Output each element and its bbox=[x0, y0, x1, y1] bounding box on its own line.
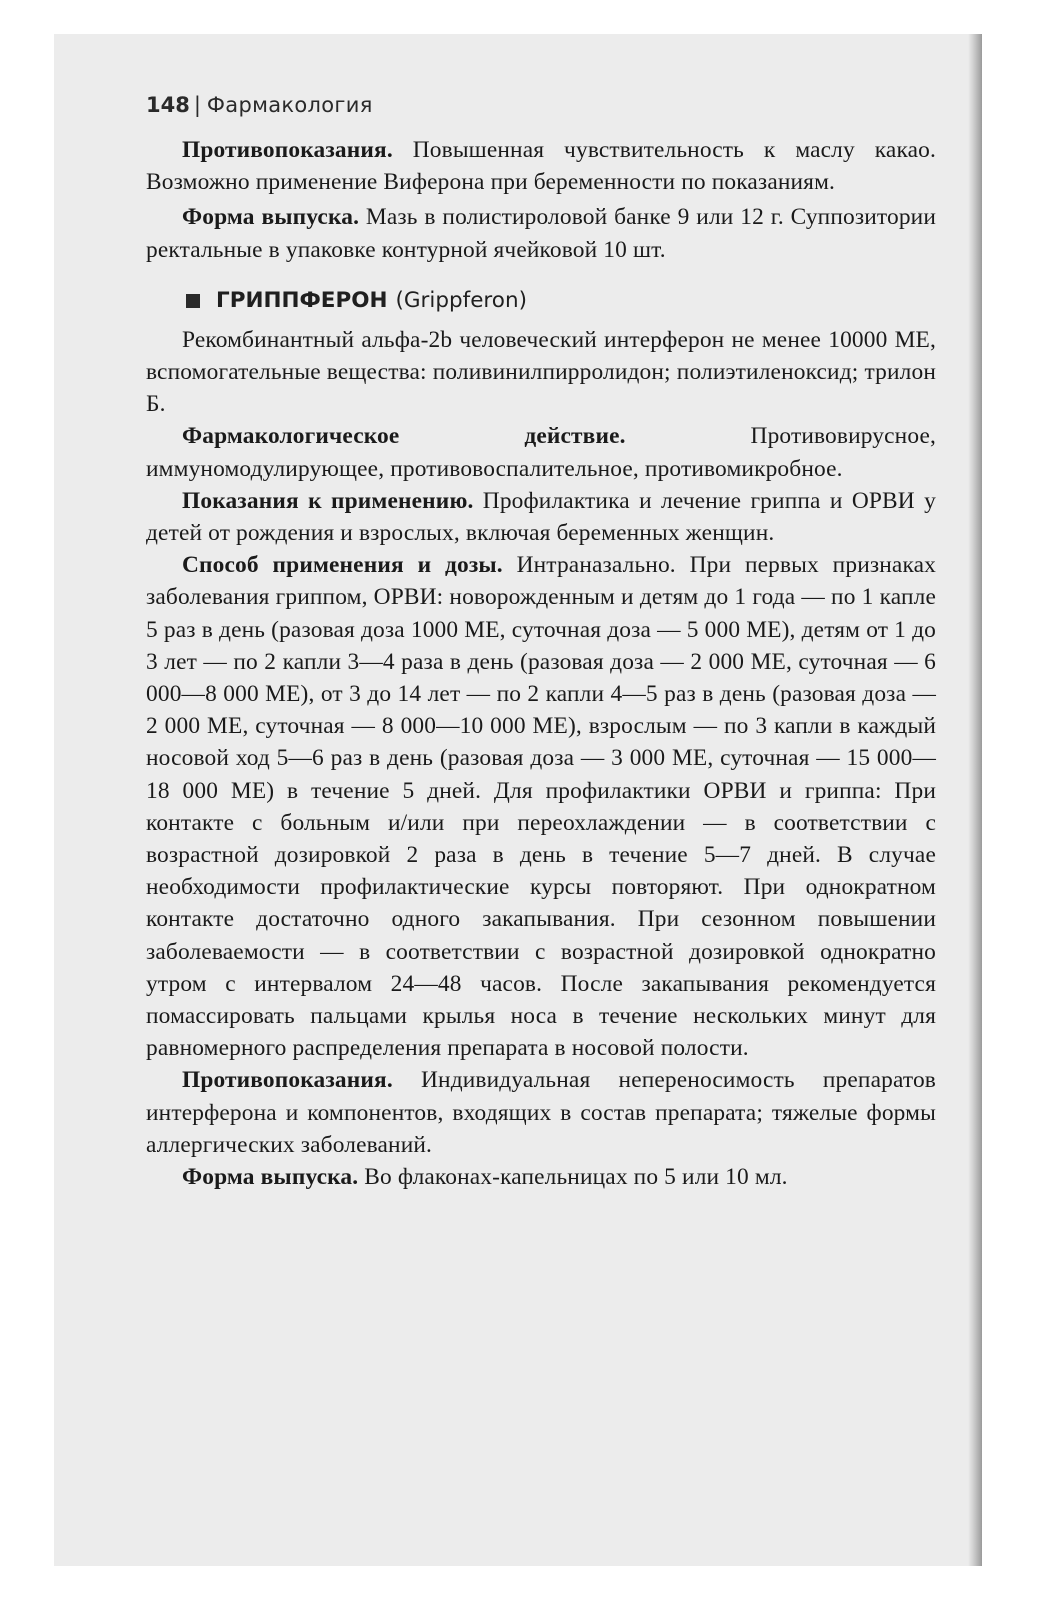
section-label: Форма выпуска. bbox=[182, 204, 360, 231]
section-text: Во флаконах-капельницах по 5 или 10 мл. bbox=[358, 1164, 788, 1191]
section-label: Способ применения и дозы. bbox=[182, 552, 503, 579]
grippferon-dosage bbox=[146, 549, 936, 1064]
page-number: 148 bbox=[146, 93, 190, 117]
running-head-separator: | bbox=[193, 93, 201, 117]
grippferon-release-form bbox=[146, 1161, 936, 1193]
page-content bbox=[146, 90, 936, 1193]
viferon-contraindications bbox=[146, 134, 936, 198]
drug-name: ГРИППФЕРОН bbox=[216, 288, 388, 314]
section-text: Рекомбинантный альфа-2b человеческий интерферон не менее 10000 МЕ, вспомогательные вещества: поливинилпирролидон; полиэтиленоксид; трилон Б. bbox=[146, 326, 936, 418]
section-text: Индивидуальная непереносимость препаратов интерферона и компонентов, входящих в состав препарата; тяжелые формы аллергических заболеваний. bbox=[146, 1067, 936, 1158]
book-page bbox=[54, 34, 982, 1566]
section-label: Противопоказания. bbox=[182, 1067, 393, 1094]
running-head bbox=[146, 90, 936, 120]
section-text: Интраназально. При первых признаках заболевания гриппом, ОРВИ: новорожденным и детям до 1 года — по 1 капле 5 раз в день (разовая доза 1000 МЕ, суточная доза — 5 000 МЕ), детям от 1 до 3 лет — по 2 капли 3—4 раза в день (разовая доза — 2 000 МЕ, суточная — 6 000—8 000 МЕ), от 3 до 14 лет — по 2 капли 4—5 раз в день (разовая доза — 2 000 МЕ, суточная — 8 000—10 000 МЕ), взрослым — по 3 капли в каждый носовой ход 5—6 раз в день (разовая доза — 3 000 МЕ, суточная — 15 000—18 000 МЕ) в течение 5 дней. Для профилактики ОРВИ и гриппа: При контакте с больным и/или при переохлаждении — в соответствии с возрастной дозировкой 2 раза в день в течение 5—7 дней. В случае необходимости профилактические курсы повторяют. При однократном контакте достаточно одного закапывания. При сезонном повышении заболеваемости — в соответствии с возрастной дозировкой однократно утром с интервалом 24—48 часов. После закапывания рекомендуется помассировать пальцами крылья носа в течение нескольких минут для равномерного распределения препарата в носовой полости. bbox=[146, 552, 936, 1062]
section-label: Фармакологическое действие. bbox=[182, 423, 626, 450]
section-text: Профилактика и лечение гриппа и ОРВИ у детей от рождения и взрослых, включая беременных женщин. bbox=[146, 487, 936, 547]
grippferon-action bbox=[146, 420, 936, 484]
viferon-release-form bbox=[146, 201, 936, 265]
section-label: Показания к применению. bbox=[182, 487, 474, 514]
section-label: Противопоказания. bbox=[182, 137, 393, 163]
section-text: Мазь в полистироловой банке 9 или 12 г. Суппозитории ректальные в упаковке контурной ячейковой 10 шт. bbox=[146, 204, 937, 263]
section-text: Противовирусное, иммуномодулирующее, противовоспалительное, противомикробное. bbox=[146, 423, 936, 482]
drug-latin-name: (Grippferon) bbox=[395, 288, 527, 314]
drug-heading bbox=[186, 284, 936, 318]
section-label: Форма выпуска. bbox=[182, 1164, 359, 1191]
grippferon-contraindications bbox=[146, 1064, 936, 1161]
grippferon-composition bbox=[146, 324, 936, 421]
section-text: Повышенная чувствительность к маслу какао. Возможно применение Виферона при беременности по показаниям. bbox=[146, 137, 936, 196]
running-head-title: Фармакология bbox=[206, 93, 373, 117]
page-edge-shadow bbox=[968, 34, 982, 1566]
square-bullet-icon bbox=[186, 294, 200, 308]
grippferon-indications bbox=[146, 485, 936, 549]
